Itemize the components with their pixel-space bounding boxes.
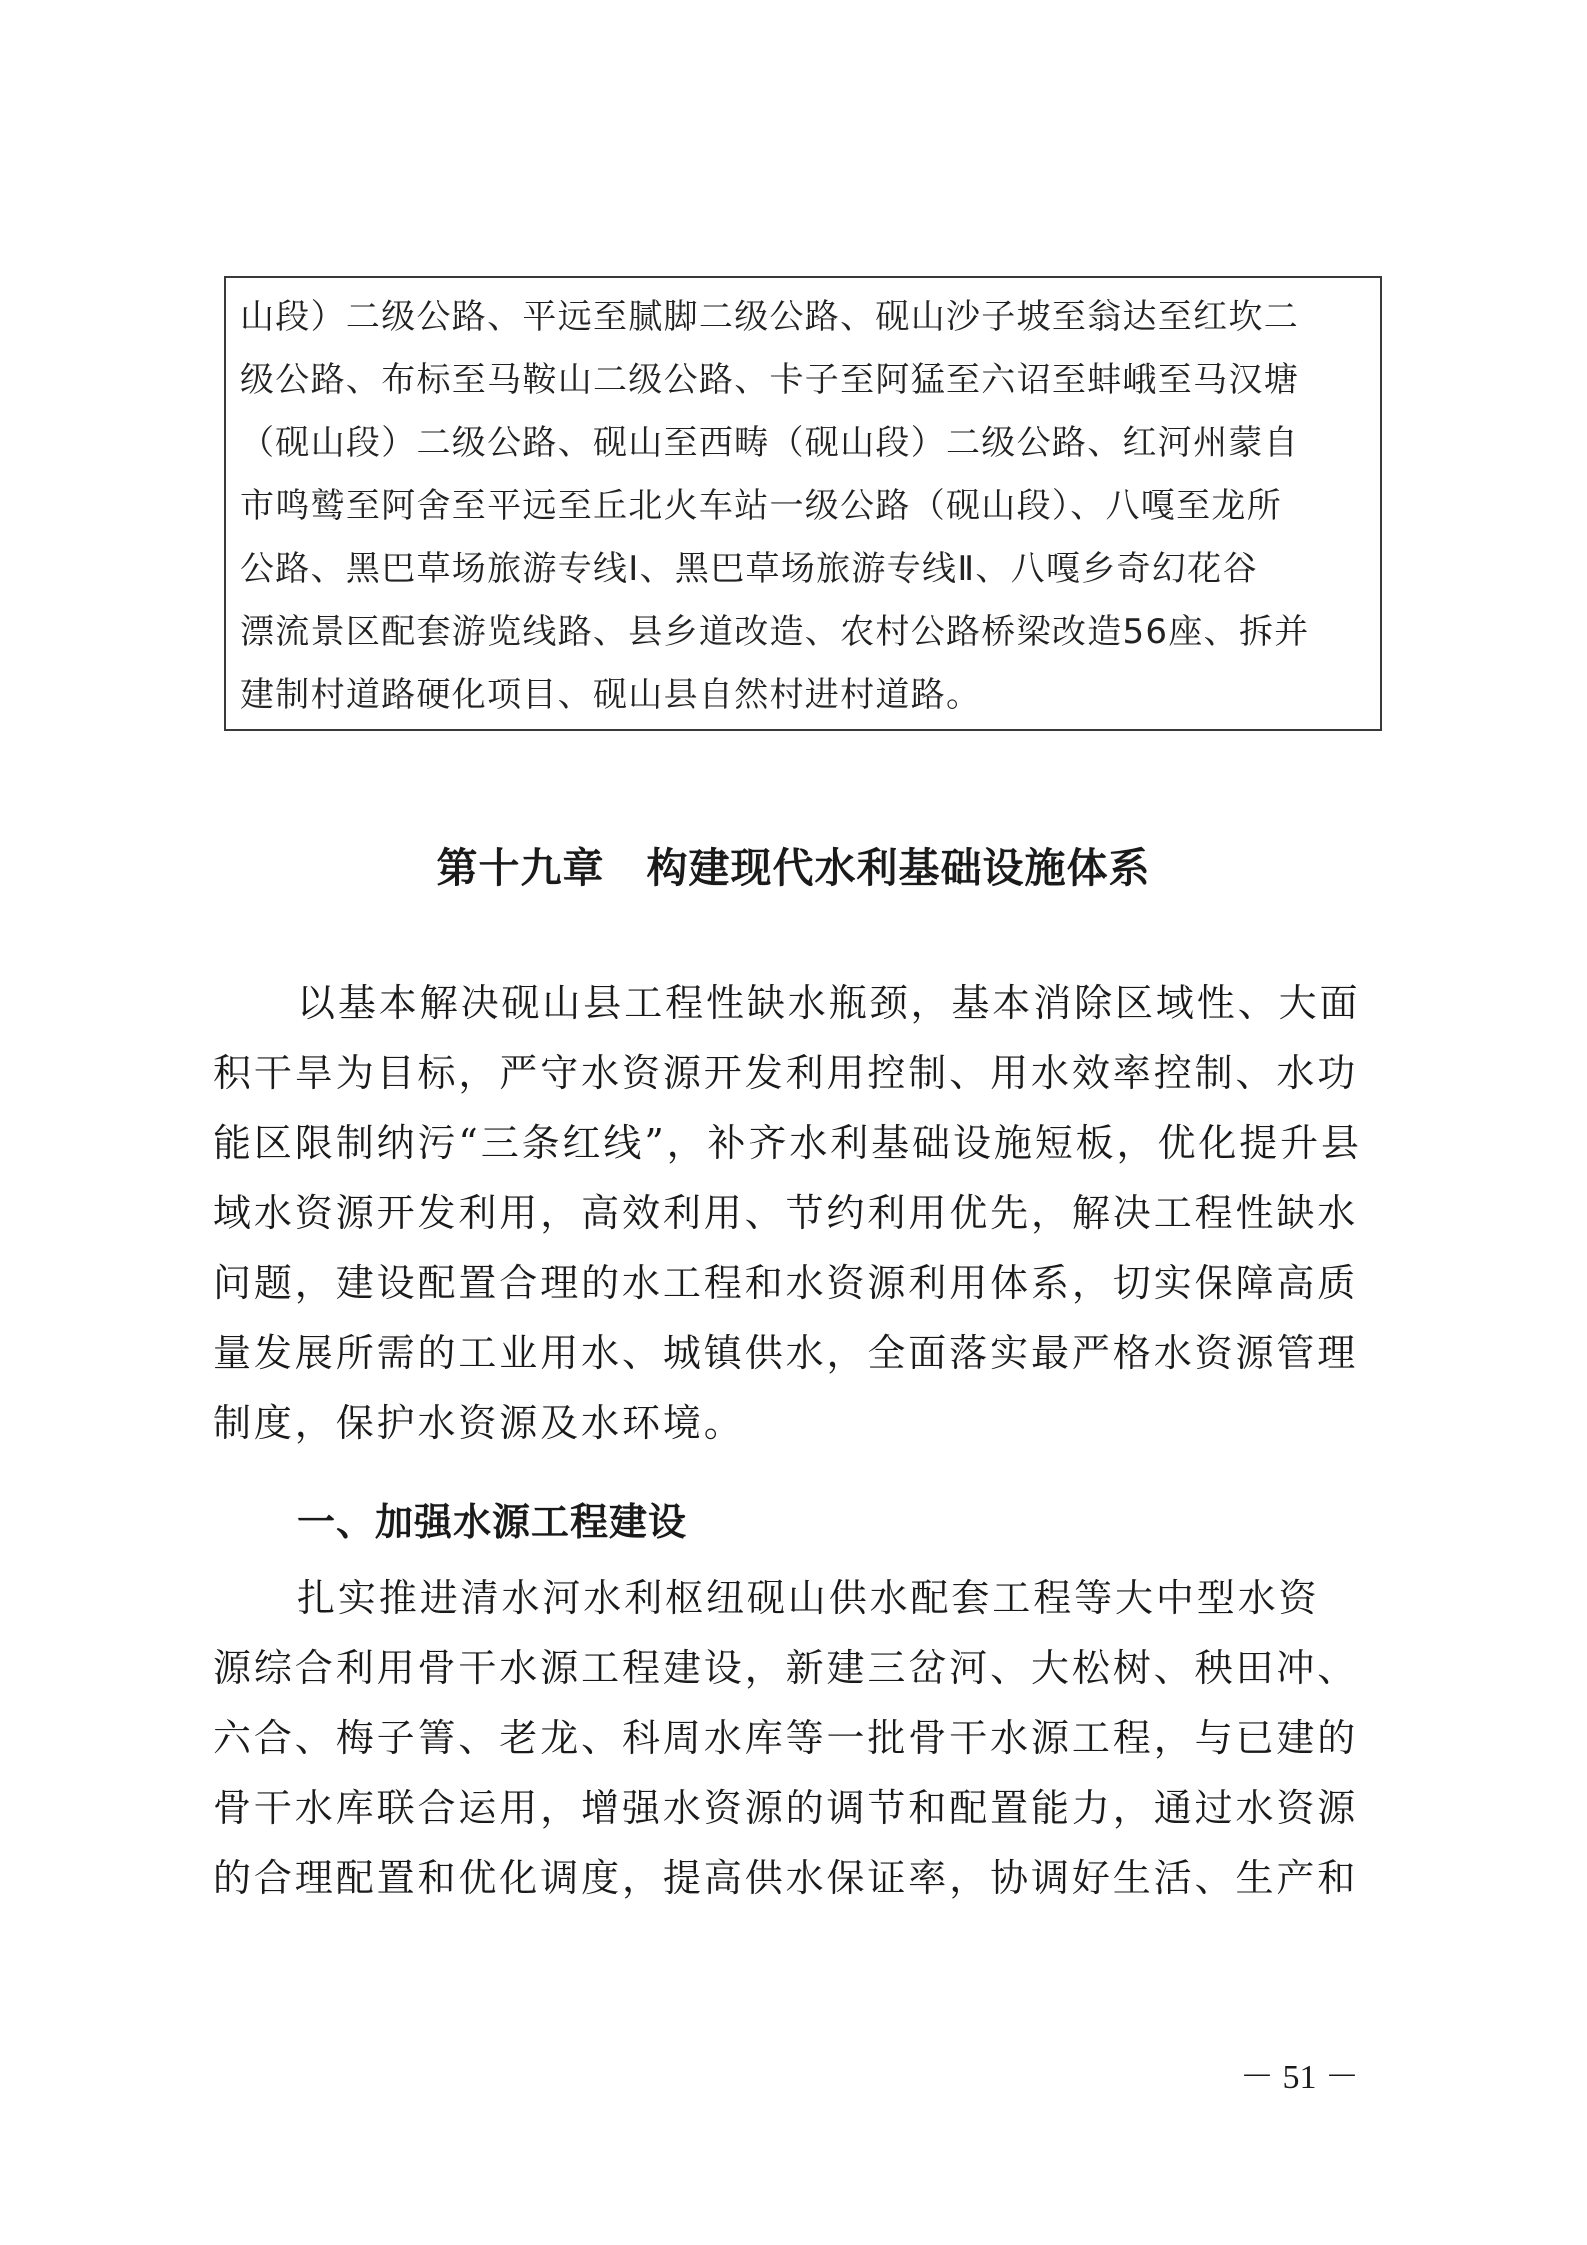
paragraph-line: 六合、梅子箐、老龙、科周水库等一批骨干水源工程，与已建的 (213, 1716, 1359, 1760)
paragraph-line: 的合理配置和优化调度，提高供水保证率，协调好生活、生产和 (213, 1856, 1359, 1900)
page-number: － 51 － (1240, 2059, 1359, 2096)
box-line: 山段）二级公路、平远至腻脚二级公路、砚山沙子坡至翁达至红坎二 (240, 297, 1299, 337)
paragraph-water-source (213, 1563, 1383, 1913)
box-line: 公路、黑巴草场旅游专线Ⅰ、黑巴草场旅游专线Ⅱ、八嘎乡奇幻花谷 (240, 549, 1258, 589)
paragraph-line: 能区限制纳污“三条红线”，补齐水利基础设施短板，优化提升县 (213, 1121, 1362, 1165)
section-heading: 一、加强水源工程建设 (297, 1500, 688, 1544)
paragraph-line: 积干旱为目标，严守水资源开发利用控制、用水效率控制、水功 (213, 1051, 1359, 1095)
chapter-title: 第十九章 构建现代水利基础设施体系 (436, 844, 1151, 892)
box-line: 建制村道路硬化项目、砚山县自然村进村道路。 (240, 675, 982, 715)
paragraph-line: 制度，保护水资源及水环境。 (213, 1401, 745, 1445)
paragraph-line: 以基本解决砚山县工程性缺水瓶颈，基本消除区域性、大面 (297, 981, 1361, 1025)
paragraph-line: 问题，建设配置合理的水工程和水资源利用体系，切实保障高质 (213, 1261, 1359, 1305)
project-list-box (224, 276, 1382, 731)
box-line: 级公路、布标至马鞍山二级公路、卡子至阿猛至六诏至蚌峨至马汉塘 (240, 360, 1299, 400)
box-line: 市鸣鹫至阿舍至平远至丘北火车站一级公路（砚山段）、八嘎至龙所 (240, 486, 1282, 526)
paragraph-line: 扎实推进清水河水利枢纽砚山供水配套工程等大中型水资 (297, 1576, 1320, 1620)
box-line: （砚山段）二级公路、砚山至西畴（砚山段）二级公路、红河州蒙自 (240, 423, 1299, 463)
paragraph-line: 骨干水库联合运用，增强水资源的调节和配置能力，通过水资源 (213, 1786, 1359, 1830)
paragraph-line: 量发展所需的工业用水、城镇供水，全面落实最严格水资源管理 (213, 1331, 1359, 1375)
paragraph-line: 域水资源开发利用，高效利用、节约利用优先，解决工程性缺水 (213, 1191, 1359, 1235)
paragraph-line: 源综合利用骨干水源工程建设，新建三岔河、大松树、秧田冲、 (213, 1646, 1359, 1690)
paragraph-water-goals (213, 968, 1383, 1458)
box-line: 漂流景区配套游览线路、县乡道改造、农村公路桥梁改造56座、拆并 (240, 612, 1310, 652)
